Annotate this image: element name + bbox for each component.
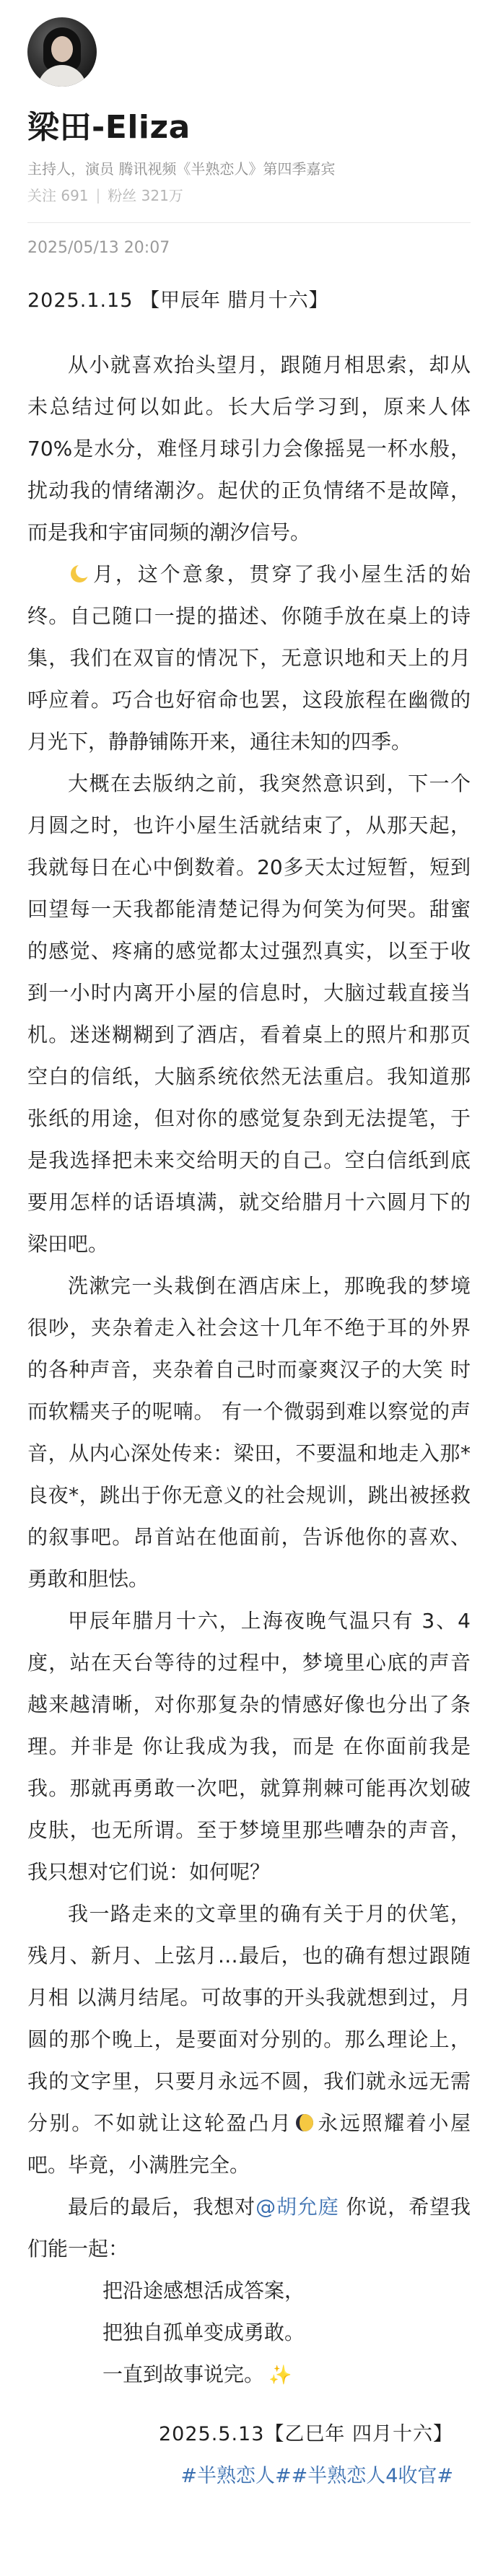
paragraph-6-text-a: 我一路走来的文章里的确有关于月的伏笔，残月、新月、上弦月…最后，也的确有想过跟随月相 以满月结尾。可故事的开头我就想到过，月圆的那个晚上，是要面对分别的。那么理论上，我的文字里，只要月永远不圆，我们就永远无需分别。不如就让这轮盈凸月	[27, 1902, 471, 2135]
sparkles-icon: ✨	[268, 2365, 292, 2386]
profile-bio: 主持人，演员 腾讯视频《半熟恋人》第四季嘉宾	[27, 160, 336, 178]
crescent-moon-icon	[69, 564, 89, 584]
header-divider	[27, 222, 471, 223]
follow-count[interactable]: 关注 691	[27, 187, 89, 204]
fans-count[interactable]: 粉丝 321万	[108, 187, 183, 204]
paragraph-3: 大概在去版纳之前，我突然意识到，下一个月圆之时，也许小屋生活就结束了，从那天起，我就每日在心中倒数着。20多天太过短暂，短到回望每一天我都能清楚记得为何笑为何哭。甜蜜的感觉、疼痛的感觉都太过强烈真实，以至于收到一小时内离开小屋的信息时，大脑过载直接当机。迷迷糊糊到了酒店，看着桌上的照片和那页空白的信纸，大脑系统依然无法重启。我知道那张纸的用途，但对你的感觉复杂到无法提笔，于是我选择把未来交给明天的自己。空白信纸到底要用怎样的话语填满，就交给腊月十六圆月下的梁田吧。	[27, 772, 471, 1256]
paragraph-6-text-b: 永远照耀着小屋吧。毕竟，小满胜完全。	[27, 2111, 471, 2177]
paragraph-2-text: 月，这个意象，贯穿了我小屋生活的始终。自己随口一提的描述、你随手放在桌上的诗集，我们在双盲的情况下，无意识地和天上的月呼应着。巧合也好宿命也罢，这段旅程在幽微的月光下，静静铺陈开来，通往未知的四季。	[27, 562, 471, 754]
paragraph-7-text-a: 最后的最后，我想对	[68, 2195, 256, 2219]
waxing-gibbous-moon-icon	[294, 2113, 315, 2133]
paragraph-1: 从小就喜欢抬头望月，跟随月相思索，却从未总结过何以如此。长大后学习到，原来人体70%是水分，难怪月球引力会像摇晃一杯水般，扰动我的情绪潮汐。起伏的正负情绪不是故障，而是我和宇宙同频的潮汐信号。	[27, 353, 471, 544]
avatar-face	[51, 36, 73, 62]
paragraph-5: 甲辰年腊月十六，上海夜晚气温只有 3、4度，站在天台等待的过程中，梦境里心底的声音越来越清晰，对你那复杂的情感好像也分出了条理。并非是 你让我成为我，而是 在你面前我是我。那就再勇敢一次吧，就算荆棘可能再次划破皮肤，也无所谓。至于梦境里那些嘈杂的声音，我只想对它们说：如何呢？	[27, 1609, 471, 1884]
mention-link[interactable]: @胡允庭	[255, 2195, 339, 2219]
stats-separator: |	[95, 185, 101, 204]
paragraph-6	[27, 1893, 471, 2186]
post-title: 2025.1.15 【甲辰年 腊月十六】	[27, 289, 329, 312]
post-content	[0, 284, 498, 2497]
profile-name[interactable]: 梁田-Eliza	[27, 109, 191, 146]
hashtag-links[interactable]: #半熟恋人##半熟恋人4收官#	[180, 2465, 453, 2487]
profile-header	[0, 0, 498, 205]
quote-line-2: 把独自孤单变成勇敢。	[102, 2320, 305, 2344]
hashtags	[27, 2455, 471, 2497]
paragraph-4: 洗漱完一头栽倒在酒店床上，那晚我的梦境很吵，夹杂着走入社会这十几年不绝于耳的外界的各种声音，夹杂着自己时而豪爽汉子的大笑 时而软糯夹子的呢喃。 有一个微弱到难以察觉的声音，从内心深处传来：梁田，不要温和地走入那*良夜*，跳出于你无意义的社会规训，跳出被拯救的叙事吧。昂首站在他面前，告诉他你的喜欢、勇敢和胆怯。	[27, 1274, 471, 1591]
paragraph-2	[27, 554, 471, 763]
avatar-body	[38, 65, 87, 87]
avatar[interactable]	[27, 17, 97, 87]
paragraph-7-text-b: 你说，希望我们能一起：	[27, 2195, 471, 2261]
post-timestamp: 2025/05/13 20:07	[27, 239, 170, 257]
quote-line-1: 把沿途感想活成答案，	[102, 2279, 305, 2302]
quote-line-3-text: 一直到故事说完。	[102, 2362, 265, 2386]
quote-line-3	[27, 2354, 471, 2396]
footer-date: 2025.5.13【乙巳年 四月十六】	[159, 2423, 453, 2445]
paragraph-7	[27, 2186, 471, 2270]
profile-stats	[27, 184, 471, 205]
